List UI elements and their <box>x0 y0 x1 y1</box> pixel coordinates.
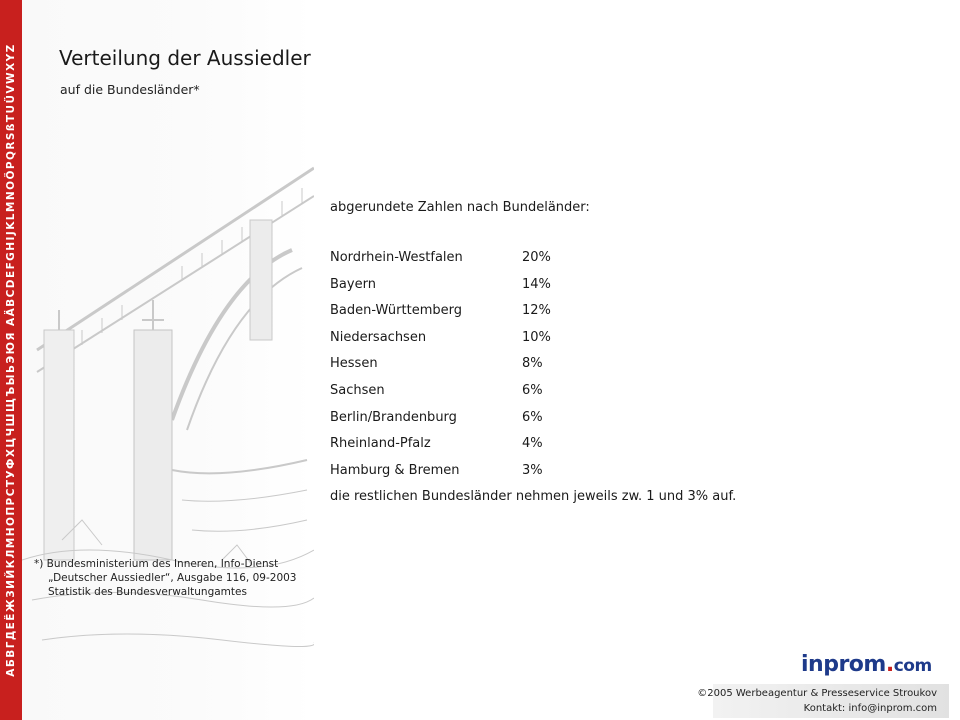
region-name: Baden-Württemberg <box>330 303 462 319</box>
region-name: Nordrhein-Westfalen <box>330 250 463 265</box>
contact-text: Kontakt: info@inprom.com <box>803 703 937 714</box>
region-percent: 12% <box>522 303 551 319</box>
copyright-text: ©2005 Werbeagentur & Presseservice Stroukov <box>697 688 937 699</box>
region-percent: 20% <box>522 250 551 265</box>
table-row <box>330 383 582 410</box>
page-title: Verteilung der Aussiedler <box>59 46 311 70</box>
distribution-table <box>330 250 582 489</box>
inprom-logo <box>801 652 932 677</box>
logo-dot: . <box>885 652 894 677</box>
table-row <box>330 277 582 304</box>
region-name: Bayern <box>330 276 376 292</box>
table-row <box>330 330 582 357</box>
region-percent: 14% <box>522 276 551 292</box>
footnote-line: Statistik des Bundesverwaltungamtes <box>48 586 247 598</box>
bridge-drawing-icon <box>22 0 314 720</box>
footnote <box>34 557 296 599</box>
region-percent: 8% <box>522 356 543 372</box>
region-percent: 4% <box>522 436 543 452</box>
table-row <box>330 356 582 383</box>
table-row <box>330 303 582 330</box>
region-name: Rheinland-Pfalz <box>330 436 431 452</box>
table-row <box>330 436 582 463</box>
alphabet-side-strip <box>0 0 22 720</box>
logo-tld: com <box>893 656 932 676</box>
region-percent: 3% <box>522 462 543 478</box>
table-row <box>330 250 582 277</box>
alphabet-strip-text: АБВГДЕЁЖЗИЙКЛМНОПРСТУФХЦЧШЩЪЫЬЭЮЯ AÄBCDEFGHIJKLMNOÖPQRSßTUÜVWXYZ <box>5 43 17 677</box>
region-percent: 6% <box>522 409 543 425</box>
intro-text: abgerundete Zahlen nach Bundeländer: <box>330 200 590 215</box>
logo-main: inprom <box>801 652 886 677</box>
region-name: Berlin/Brandenburg <box>330 409 457 425</box>
table-row <box>330 463 582 490</box>
footer-bar <box>697 684 949 718</box>
table-row <box>330 410 582 437</box>
footnote-line: *) Bundesministerium des Inneren, Info-Dienst <box>34 558 279 570</box>
region-name: Hessen <box>330 356 378 372</box>
region-name: Hamburg & Bremen <box>330 462 460 478</box>
footnote-line: „Deutscher Aussiedler“, Ausgabe 116, 09-2003 <box>48 572 297 584</box>
region-name: Niedersachsen <box>330 329 427 345</box>
region-name: Sachsen <box>330 382 385 398</box>
region-percent: 6% <box>522 382 543 398</box>
bridge-illustration <box>22 0 314 720</box>
region-percent: 10% <box>522 329 551 345</box>
page-subtitle: auf die Bundesländer* <box>60 82 200 97</box>
closing-text: die restlichen Bundesländer nehmen jeweils zw. 1 und 3% auf. <box>330 489 737 504</box>
